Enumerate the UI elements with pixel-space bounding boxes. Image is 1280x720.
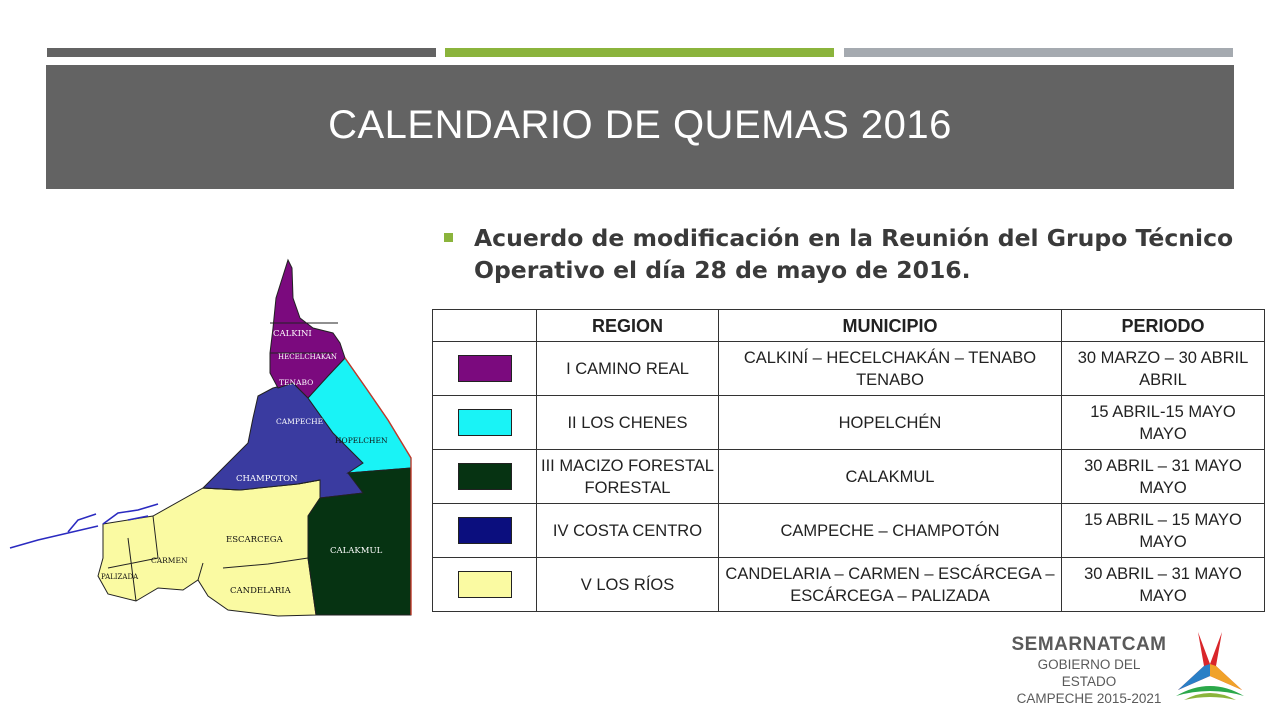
logo-name: SEMARNATCAM — [1011, 634, 1167, 655]
row-periodo-line-2: MAYO — [1139, 532, 1187, 551]
map-label-escarcega: ESCARCEGA — [226, 535, 283, 545]
row-municipio — [719, 396, 1062, 450]
logo-emblem-icon — [1170, 628, 1250, 702]
bullet-square-icon — [444, 233, 453, 242]
table-row — [433, 396, 1265, 450]
header-periodo: PERIODO — [1062, 310, 1265, 342]
bullet-line-1: Acuerdo de modificación en la Reunión del Grupo Técnico — [474, 224, 1234, 252]
map-label-campeche: CAMPECHE — [276, 417, 324, 426]
row-color-cell — [433, 450, 537, 504]
bullet-line-2: Operativo el día 28 de mayo de 2016. — [474, 256, 971, 284]
row-periodo — [1062, 558, 1265, 612]
header-municipio: MUNICIPIO — [719, 310, 1062, 342]
logo-line-3: CAMPECHE 2015-2021 — [1016, 691, 1162, 706]
header-color — [433, 310, 537, 342]
map-label-champoton: CHAMPOTON — [236, 474, 298, 484]
row-region-line-1: III MACIZO FORESTAL — [541, 456, 714, 475]
map-label-hecelchakan: HECELCHAKAN — [278, 353, 337, 361]
map-label-palizada: PALIZADA — [101, 573, 139, 581]
row-periodo — [1062, 504, 1265, 558]
header-bar-gray — [47, 48, 436, 57]
map-label-candelaria: CANDELARIA — [230, 586, 291, 596]
row-periodo-line-1: 15 ABRIL-15 MAYO — [1090, 402, 1236, 421]
row-region-line-1: I CAMINO REAL — [566, 359, 689, 378]
row-color-cell — [433, 342, 537, 396]
row-municipio — [719, 450, 1062, 504]
map-label-carmen: CARMEN — [151, 556, 188, 565]
row-region-line-1: II LOS CHENES — [567, 413, 688, 432]
row-region — [537, 450, 719, 504]
row-municipio-line-2: TENABO — [856, 370, 924, 389]
table-row — [433, 450, 1265, 504]
table-row — [433, 504, 1265, 558]
row-periodo-line-1: 30 ABRIL – 31 MAYO — [1084, 456, 1242, 475]
row-region — [537, 396, 719, 450]
row-municipio — [719, 342, 1062, 396]
row-region — [537, 558, 719, 612]
map-label-tenabo: TENABO — [279, 378, 314, 387]
row-periodo-line-2: ABRIL — [1139, 370, 1187, 389]
row-municipio-line-1: CALKINÍ – HECELCHAKÁN – TENABO — [743, 348, 1037, 367]
schedule-table — [432, 309, 1265, 612]
table-header-row — [433, 310, 1265, 342]
map-label-calakmul: CALAKMUL — [330, 546, 383, 556]
header-region: REGION — [537, 310, 719, 342]
row-municipio-line-2: ESCÁRCEGA – PALIZADA — [790, 586, 990, 605]
header-bar-light — [844, 48, 1233, 57]
row-periodo — [1062, 342, 1265, 396]
semarnatcam-logo — [1010, 628, 1270, 704]
bullet-text — [474, 222, 1234, 286]
row-periodo — [1062, 450, 1265, 504]
table-row — [433, 558, 1265, 612]
header-bar-green — [445, 48, 834, 57]
row-color-cell — [433, 396, 537, 450]
region-color-swatch — [458, 355, 512, 382]
row-region — [537, 342, 719, 396]
row-municipio — [719, 558, 1062, 612]
row-municipio — [719, 504, 1062, 558]
map-label-calkini: CALKINI — [273, 329, 312, 339]
row-periodo — [1062, 396, 1265, 450]
logo-line-2: GOBIERNO DEL ESTADO — [1037, 657, 1141, 689]
region-color-swatch — [458, 409, 512, 436]
row-periodo-line-2: MAYO — [1139, 424, 1187, 443]
row-region-line-1: V LOS RÍOS — [580, 575, 675, 594]
row-color-cell — [433, 504, 537, 558]
row-municipio-line-1: CAMPECHE – CHAMPOTÓN — [780, 521, 1000, 540]
row-periodo-line-1: 30 MARZO – 30 ABRIL — [1077, 348, 1249, 367]
table-row — [433, 342, 1265, 396]
row-region — [537, 504, 719, 558]
campeche-region-map — [8, 258, 418, 618]
row-municipio-line-1: HOPELCHÉN — [838, 413, 942, 432]
map-label-hopelchen: HOPELCHEN — [335, 436, 388, 445]
row-municipio-line-1: CALAKMUL — [845, 467, 935, 486]
title-band — [46, 65, 1234, 189]
region-color-swatch — [458, 517, 512, 544]
region-color-swatch — [458, 463, 512, 490]
row-region-line-1: IV COSTA CENTRO — [552, 521, 703, 540]
region-color-swatch — [458, 571, 512, 598]
row-periodo-line-2: MAYO — [1139, 478, 1187, 497]
row-periodo-line-1: 15 ABRIL – 15 MAYO — [1084, 510, 1242, 529]
slide-title: CALENDARIO DE QUEMAS 2016 — [328, 103, 952, 147]
row-periodo-line-2: MAYO — [1139, 586, 1187, 605]
row-region-line-2: FORESTAL — [584, 478, 671, 497]
row-color-cell — [433, 558, 537, 612]
row-periodo-line-1: 30 ABRIL – 31 MAYO — [1084, 564, 1242, 583]
row-municipio-line-1: CANDELARIA – CARMEN – ESCÁRCEGA – — [725, 564, 1055, 583]
